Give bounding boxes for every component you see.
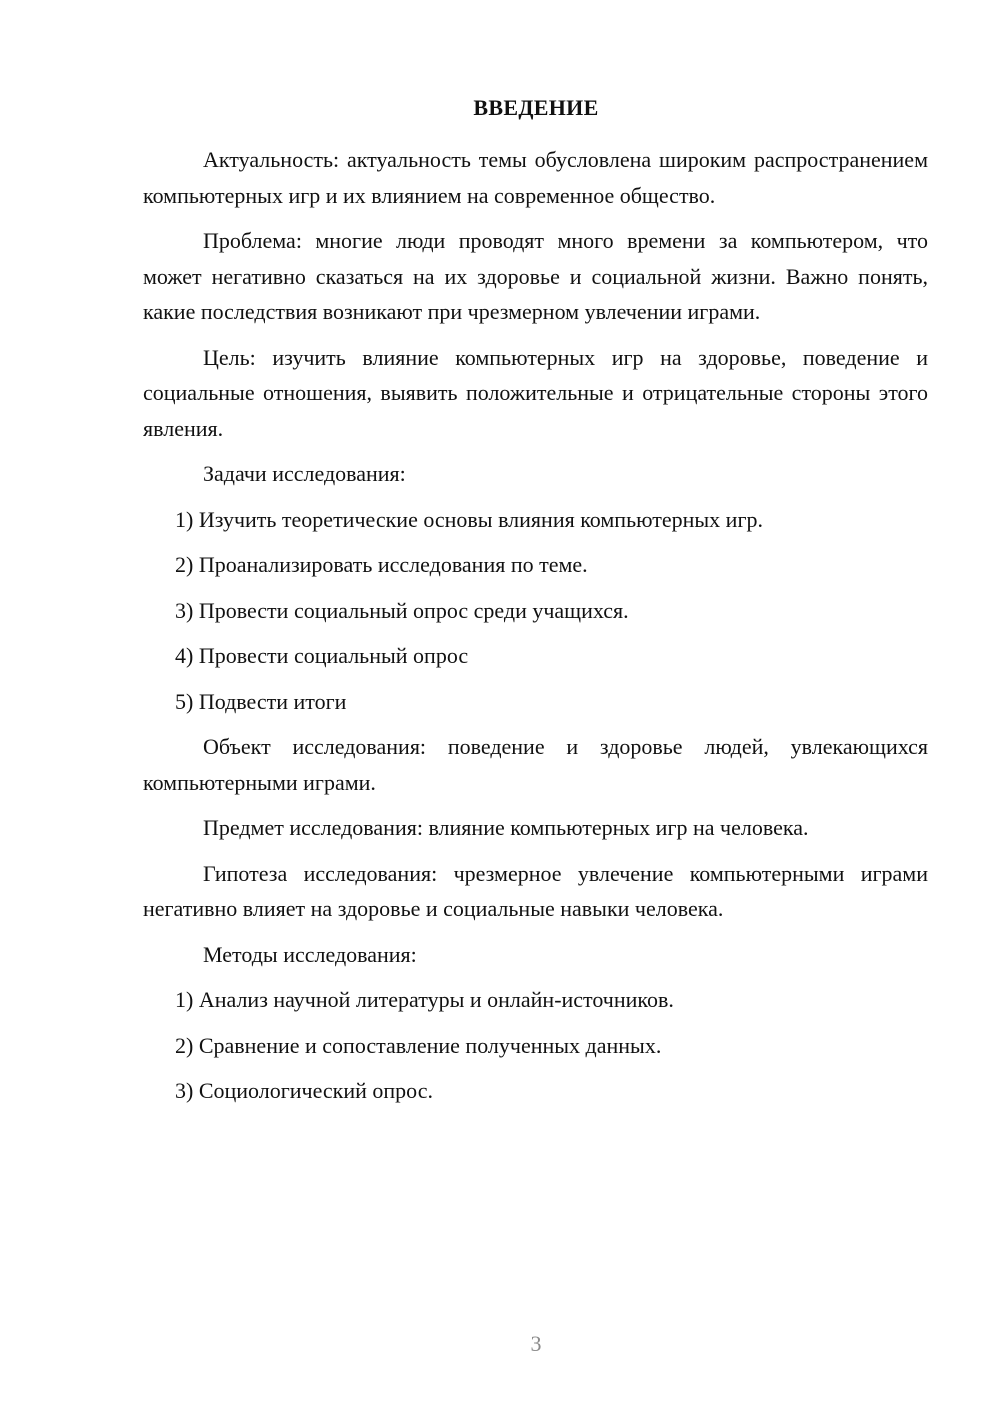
page-number: 3 xyxy=(530,1331,542,1356)
paragraph-goal: Цель: изучить влияние компьютерных игр на здоровье, поведение и социальные отношения, выявить положительные и отрицательные стороны этого явления. xyxy=(143,344,928,441)
paragraph-relevance: Актуальность: актуальность темы обусловлена широким распространением компьютерных игр и их влиянием на современное общество. xyxy=(143,147,928,208)
section-heading: ВВЕДЕНИЕ xyxy=(473,95,599,120)
list-item: 1) Изучить теоретические основы влияния компьютерных игр. xyxy=(175,506,763,532)
paragraph-object: Объект исследования: поведение и здоровье людей, увлекающихся компьютерными играми. xyxy=(143,734,928,795)
list-item: 5) Подвести итоги xyxy=(175,688,347,714)
list-item: 1) Анализ научной литературы и онлайн-источников. xyxy=(175,987,674,1012)
paragraph-tasks-heading: Задачи исследования: xyxy=(203,461,406,486)
methods-list xyxy=(143,982,928,1109)
list-item: 4) Провести социальный опрос xyxy=(175,643,469,668)
paragraph-problem: Проблема: многие люди проводят много времени за компьютером, что может негативно сказаться на их здоровье и социальной жизни. Важно понять, какие последствия возникают при чрезмерном увлечении играми. xyxy=(143,228,928,324)
list-item: 2) Сравнение и сопоставление полученных данных. xyxy=(175,1032,662,1058)
list-item: 3) Провести социальный опрос среди учащихся. xyxy=(175,597,629,623)
tasks-list xyxy=(143,502,928,720)
list-item: 2) Проанализировать исследования по теме. xyxy=(175,552,588,577)
paragraph-methods-heading: Методы исследования: xyxy=(203,941,417,967)
document-body xyxy=(143,142,928,1119)
list-item: 3) Социологический опрос. xyxy=(175,1078,433,1103)
paragraph-subject: Предмет исследования: влияние компьютерных игр на человека. xyxy=(203,815,809,840)
paragraph-hypothesis: Гипотеза исследования: чрезмерное увлечение компьютерными играми негативно влияет на здоровье и социальные навыки человека. xyxy=(143,860,928,921)
